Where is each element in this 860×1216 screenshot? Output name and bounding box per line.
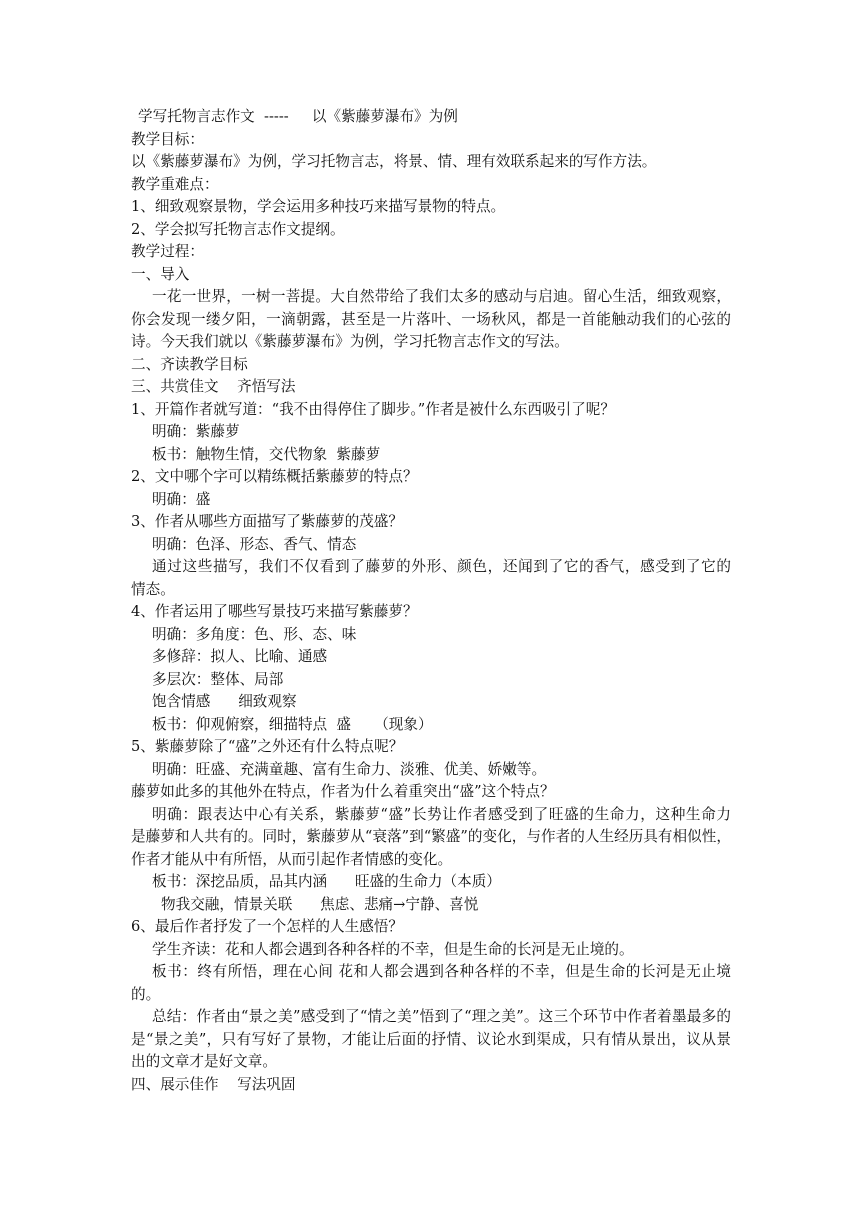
objectives-text: 以《紫藤萝瀑布》为例，学习托物言志，将景、情、理有效联系起来的写作方法。 bbox=[131, 153, 657, 170]
answer-line: 明确：色泽、形态、香气、情态 bbox=[152, 535, 357, 553]
answer-line: 多层次：整体、局部 bbox=[152, 670, 284, 688]
keypoint-item: 1、细致观察景物，学会运用多种技巧来描写景物的特点。 bbox=[131, 198, 506, 215]
keypoint-item: 2、学会拟写托物言志作文提纲。 bbox=[131, 220, 345, 238]
document-body bbox=[131, 106, 731, 1096]
objectives-heading: 教学目标： bbox=[131, 130, 204, 148]
question-item: 5、紫藤萝除了“盛”之外还有什么特点呢？ bbox=[131, 738, 404, 755]
paragraph-line: 你会发现一缕夕阳，一滴朝露，甚至是一片落叶、一场秋风，都是一首能触动我们的心弦的 bbox=[131, 310, 731, 328]
question-item: 2、文中哪个字可以精练概括紫藤萝的特点？ bbox=[131, 468, 418, 485]
answer-line: 学生齐读：花和人都会遇到各种各样的不幸，但是生命的长河是无止境的。 bbox=[152, 940, 634, 958]
process-heading: 教学过程： bbox=[131, 243, 204, 260]
answer-line: 明确：紫藤萝 bbox=[152, 423, 240, 440]
section-heading: 一、导入 bbox=[131, 265, 190, 283]
board-note: 物我交融，情景关联 焦虑、悲痛→宁静、喜悦 bbox=[161, 895, 479, 913]
answer-line: 明确：旺盛、充满童趣、富有生命力、淡雅、优美、娇嫩等。 bbox=[152, 760, 547, 778]
answer-line: 明确：盛 bbox=[152, 490, 211, 508]
question-item: 3、作者从哪些方面描写了紫藤萝的茂盛？ bbox=[131, 513, 403, 530]
section-heading: 二、齐读教学目标 bbox=[131, 355, 248, 373]
answer-line: 明确：多角度：色、形、态、味 bbox=[152, 625, 357, 643]
board-note: 板书：终有所悟，理在心间 花和人都会遇到各种各样的不幸，但是生命的长河是无止境 bbox=[152, 963, 731, 980]
answer-line: 多修辞：拟人、比喻、通感 bbox=[152, 648, 328, 665]
board-note: 板书：深挖品质，品其内涵 旺盛的生命力（本质） bbox=[152, 873, 501, 890]
paragraph-line: 一花一世界，一树一菩提。大自然带给了我们太多的感动与启迪。留心生活，细致观察， bbox=[152, 288, 731, 305]
document-title: 学写托物言志作文 ----- 以《紫藤萝瀑布》为例 bbox=[138, 108, 458, 125]
paragraph-line: 总结：作者由“景之美”感受到了“情之美”悟到了“理之美”。这三个环节中作者着墨最多的 bbox=[152, 1008, 731, 1025]
question-item: 1、开篇作者就写道：“我不由得停住了脚步。”作者是被什么东西吸引了呢？ bbox=[131, 400, 615, 418]
section-heading: 四、展示佳作 写法巩固 bbox=[131, 1075, 296, 1093]
paragraph-line: 是“景之美”，只有写好了景物，才能让后面的抒情、议论水到渠成，只有情从景出，议从景 bbox=[131, 1030, 731, 1048]
paragraph-line: 作者才能从中有所悟，从而引起作者情感的变化。 bbox=[131, 850, 453, 868]
paragraph-line: 明确：跟表达中心有关系，紫藤萝“盛”长势让作者感受到了旺盛的生命力，这种生命力 bbox=[152, 805, 731, 823]
question-item: 4、作者运用了哪些写景技巧来描写紫藤萝？ bbox=[131, 603, 418, 620]
board-note: 板书：仰观俯察，细描特点 盛 （现象） bbox=[152, 715, 433, 733]
keypoints-heading: 教学重难点： bbox=[131, 175, 219, 193]
paragraph-line: 诗。今天我们就以《紫藤萝瀑布》为例，学习托物言志作文的写法。 bbox=[131, 333, 569, 350]
section-heading: 三、共赏佳文 齐悟写法 bbox=[131, 378, 296, 395]
paragraph-line: 是藤萝和人共有的。同时，紫藤萝从“衰落”到“繁盛”的变化，与作者的人生经历具有相似性， bbox=[131, 828, 731, 845]
answer-line: 饱含情感 细致观察 bbox=[152, 693, 297, 710]
question-item: 6、最后作者抒发了一个怎样的人生感悟？ bbox=[131, 918, 403, 935]
paragraph-line: 出的文章才是好文章。 bbox=[131, 1053, 277, 1070]
paragraph-line: 通过这些描写，我们不仅看到了藤萝的外形、颜色，还闻到了它的香气，感受到了它的 bbox=[152, 558, 731, 575]
board-note: 板书：触物生情，交代物象 紫藤萝 bbox=[152, 445, 381, 463]
board-note: 的。 bbox=[131, 985, 161, 1003]
paragraph-line: 情态。 bbox=[131, 580, 175, 598]
question-item: 藤萝如此多的其他外在特点，作者为什么着重突出“盛”这个特点？ bbox=[131, 783, 555, 800]
